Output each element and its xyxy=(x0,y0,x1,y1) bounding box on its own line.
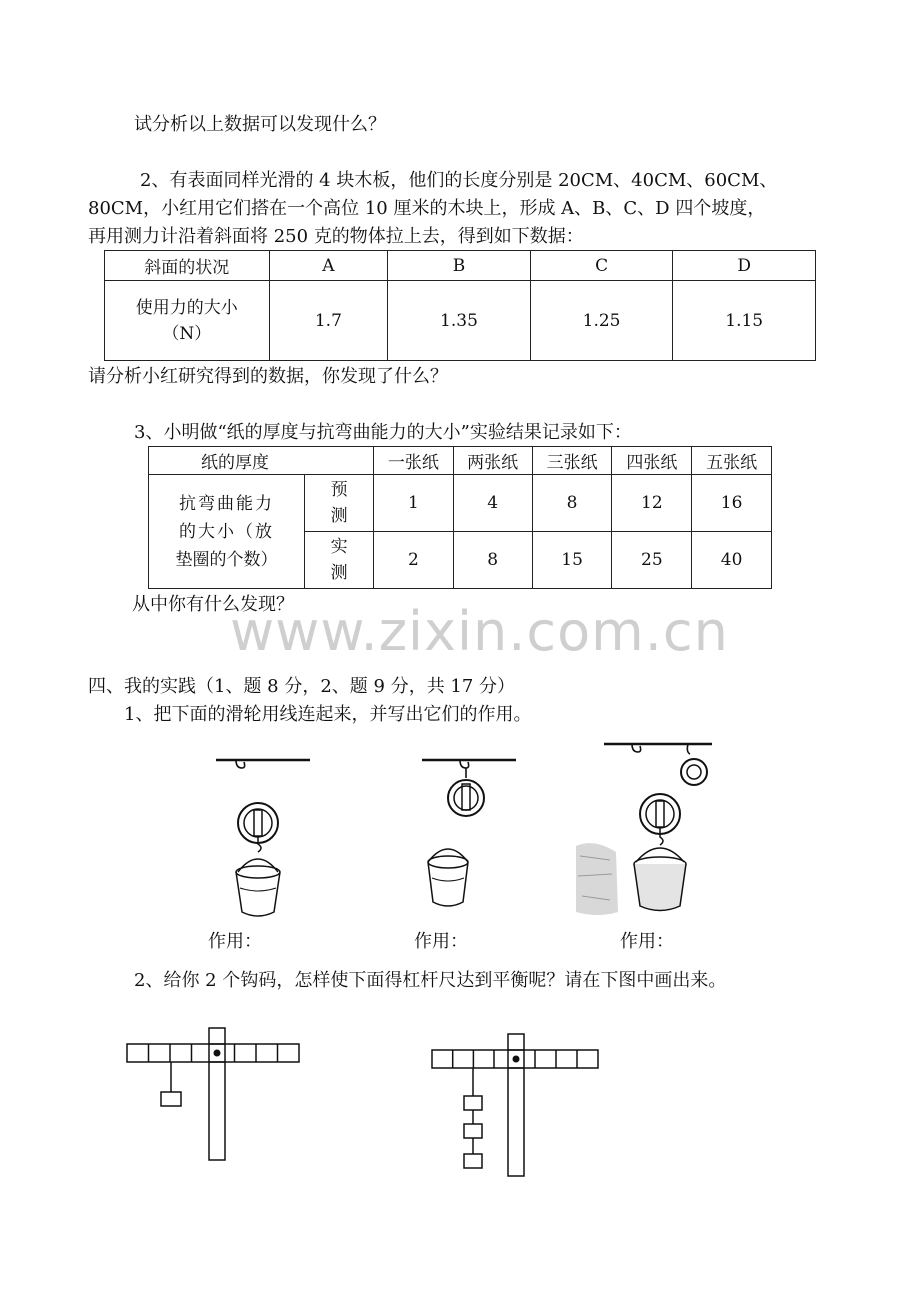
incline-row-label-main: 使用力的大小 xyxy=(135,297,238,318)
incline-row-label-unit: （N） xyxy=(162,323,212,344)
paper-row-group-label xyxy=(149,475,305,589)
pulley-caption-1: 作用： xyxy=(208,931,262,952)
incline-col-d: D xyxy=(673,251,816,281)
paper-actual-char-2: 测 xyxy=(330,563,348,583)
paper-actual-5: 40 xyxy=(692,532,772,589)
q2-question: 请分析小红研究得到的数据，你发现了什么？ xyxy=(88,366,448,387)
paper-actual-label xyxy=(305,532,374,589)
paper-row-group-line-3: 垫圈的个数） xyxy=(175,549,278,570)
incline-col-a: A xyxy=(269,251,388,281)
paper-row-group-line-2: 的大小（放 xyxy=(179,521,274,542)
paper-predict-label xyxy=(305,475,374,532)
incline-header-label: 斜面的状况 xyxy=(105,251,270,281)
paper-col-3: 三张纸 xyxy=(532,447,612,475)
pulley-figure-2 xyxy=(410,748,530,928)
paper-actual-4: 25 xyxy=(612,532,692,589)
lever-figure-1 xyxy=(125,1026,315,1166)
paper-predicted-1: 1 xyxy=(374,475,453,532)
pulley-caption-3: 作用： xyxy=(620,931,674,952)
paper-header-label: 纸的厚度 xyxy=(149,447,374,475)
paper-col-4: 四张纸 xyxy=(612,447,692,475)
lever-figure-2 xyxy=(430,1032,610,1182)
pulley-figure-3 xyxy=(574,736,724,926)
incline-value-c: 1.25 xyxy=(530,281,673,361)
paper-col-1: 一张纸 xyxy=(374,447,453,475)
paper-predict-char-1: 预 xyxy=(330,480,348,500)
paper-predicted-5: 16 xyxy=(692,475,772,532)
paper-table xyxy=(148,446,772,589)
incline-col-c: C xyxy=(530,251,673,281)
incline-value-a: 1.7 xyxy=(269,281,388,361)
paper-actual-1: 2 xyxy=(374,532,453,589)
section4-q2: 2、给你 2 个钩码，怎样使下面得杠杆尺达到平衡呢？请在下图中画出来。 xyxy=(134,970,727,991)
paper-predict-char-2: 测 xyxy=(330,506,348,526)
pulley-figure-1 xyxy=(210,748,330,928)
q3-question: 从中你有什么发现？ xyxy=(132,594,294,615)
paper-actual-char-1: 实 xyxy=(330,537,348,557)
incline-value-b: 1.35 xyxy=(388,281,531,361)
watermark: www.zixin.com.cn xyxy=(230,600,729,663)
incline-col-b: B xyxy=(388,251,531,281)
paper-predicted-3: 8 xyxy=(532,475,612,532)
q2-line-2: 80CM，小红用它们搭在一个高位 10 厘米的木块上，形成 A、B、C、D 四个坡度， xyxy=(88,198,766,219)
q2-line-3: 再用测力计沿着斜面将 250 克的物体拉上去，得到如下数据： xyxy=(88,226,584,247)
paper-actual-3: 15 xyxy=(532,532,612,589)
q1-question: 试分析以上数据可以发现什么？ xyxy=(134,114,386,135)
paper-predicted-4: 12 xyxy=(612,475,692,532)
paper-predicted-2: 4 xyxy=(453,475,532,532)
paper-col-5: 五张纸 xyxy=(692,447,772,475)
section4-heading: 四、我的实践（1、题 8 分，2、题 9 分，共 17 分） xyxy=(88,676,516,697)
pulley-caption-2: 作用： xyxy=(414,931,468,952)
incline-value-d: 1.15 xyxy=(673,281,816,361)
paper-actual-2: 8 xyxy=(453,532,532,589)
q2-line-1: 2、有表面同样光滑的 4 块木板，他们的长度分别是 20CM、40CM、60CM、 xyxy=(140,170,778,191)
paper-col-2: 两张纸 xyxy=(453,447,532,475)
paper-row-group-line-1: 抗弯曲能力 xyxy=(179,493,274,514)
incline-table xyxy=(104,250,816,361)
incline-row-label xyxy=(105,281,270,361)
q3-intro: 3、小明做“纸的厚度与抗弯曲能力的大小”实验结果记录如下： xyxy=(134,422,632,443)
section4-q1: 1、把下面的滑轮用线连起来，并写出它们的作用。 xyxy=(124,704,532,725)
